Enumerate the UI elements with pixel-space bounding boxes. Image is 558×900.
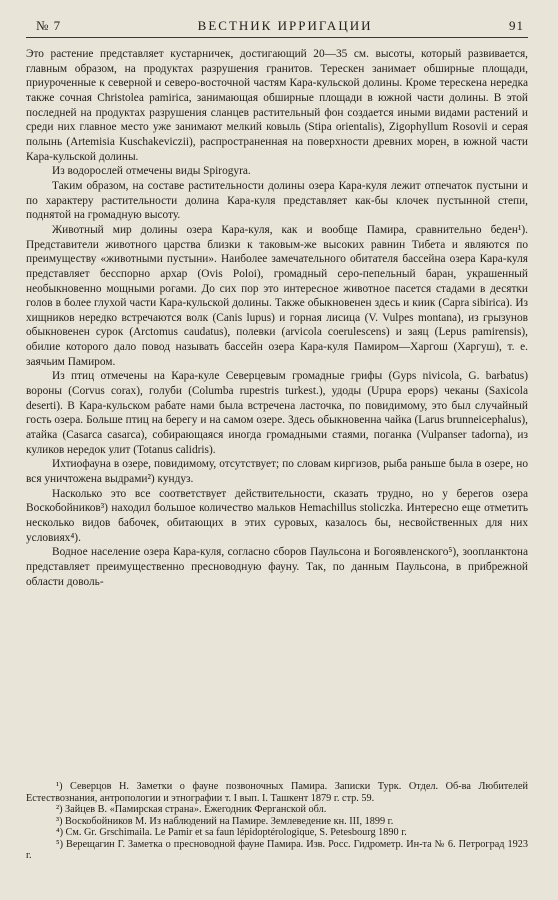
- paragraph: Водное население озера Кара-куля, согласно сборов Паульсона и Богоявленского⁵), зоопланктона представляет преимущественно пресноводную фауну. Так, по данным Паульсона, в прибрежной области доволь-: [26, 546, 528, 588]
- footnote: ³) Воскобойников М. Из наблюдений на Памире. Землеведение кн. III, 1899 г.: [56, 815, 394, 827]
- paragraph: Из водорослей отмечены виды Spirogyra.: [52, 165, 251, 178]
- paragraph: Из птиц отмечены на Кара-куле Северцевым громадные грифы (Gyps nivicola, G. barbatus) вороны (Corvus corax), голуби (Columba rupestris turkest.), удоды (Upupa epops) чеканы (Saxicola deserti). В Кара-кульском рабате нами была встречена ласточка, по повидимому, это был случайный гость озера. Больше птиц на берегу и на самом озере. Здесь обыкновенна чайка (Larus brunneicephalus), атайка (Casarca casarca), собирающаяся иногда громадными стаями, поганка (Vulpanser tadorna), из куликов нередок улит (Totanus calidris).: [26, 370, 528, 456]
- footnote: ⁵) Верещагин Г. Заметка о пресноводной фауне Памира. Изв. Росс. Гидрометр. Ин-та № 6. Петроград 1923 г.: [26, 838, 528, 861]
- footnote: ⁴) См. Gr. Grschimaila. Le Pamir et sa faun lépidoptérologique, S. Petesbourg 1890 г.: [56, 827, 407, 838]
- running-header: [26, 18, 528, 38]
- paragraph: Это растение представляет кустарничек, достигающий 20—35 см. высоты, который развивается, главным образом, на продуктах разрушения гранитов. Терескен занимает обширные площади, приуроченные к северной и северо-восточной частям Кара-кульской долины. Кроме терескена нередка также сочная Christolea pamirica, занимающая обширные площади в южной части долины. В этой последней на продуктах разрушения сланцев растительный фон создается иными видами растений и среди них главное место уже занимают мелкий ковыль (Stipa orientalis), Zigophyllum Rosovii и серая полынь (Artemisia Kuschakeviczii), распространенная на поверхности древних морен, в южной части Кара-кульской долины.: [26, 48, 528, 163]
- paragraph: Насколько это все соответствует действительности, сказать трудно, но у берегов озера Воскобойников³) находил большое количество мальков Hemachillus stoliczka. Интересно еще отметить несколько видов бабочек, обитающих в этих суровых, казалось бы, несвойственных для них условиях⁴).: [26, 487, 528, 544]
- paragraph: Таким образом, на составе растительности долины озера Кара-куля лежит отпечаток пустыни и по характеру растительности долина Кара-куля представляет как-бы клочек пустынной степи, поднятой на громадную высоту.: [26, 179, 528, 222]
- paragraph: Ихтиофауна в озере, повидимому, отсутствует; по словам киргизов, рыба раньше была в озере, но вся уничтожена выдрами²) кундуз.: [26, 458, 528, 486]
- article-body: [26, 47, 528, 589]
- footnote: ²) Зайцев В. «Памирская страна». Ежегодник Ферганской обл.: [56, 804, 327, 815]
- footnote: ¹) Северцов Н. Заметки о фауне позвоночных Памира. Записки Турк. Отдел. Об-ва Любителей Естествознания, антропологии и этнографии т. I вып. I. Ташкент 1879 г. стр. 59.: [26, 781, 528, 804]
- journal-title: ВЕСТНИК ИРРИГАЦИИ: [197, 18, 373, 33]
- paragraph: Животный мир долины озера Кара-куля, как и вообще Памира, сравнительно беден¹). Представители животного царства близки к таковым-же высоких равнин Тибета и являются по преимуществу «животными пустыни». Наиболее замечательного обитателя бассейна озера Кара-куля представляет бесспорно архар (Ovis Poloi), громадный серо-пепельный баран, украшенный необыкновенно мощными рогами. До сих пор это интересное животное пасется стадами в десятки голов в более глухой части Кара-кульской долины. Также обыкновенен здесь и киик (Capra sibirica). Из хищников нередко встречаются волк (Canis lupus) и горная лисица (V. Vulpes montana), из грызунов обыкновенен сурок (Arctomus caudatus), полевки (arvicola coerulescens) и заяц (Lepus pamirensis), обилие которого дало повод называть бассейн озера Кара-куля Памиром—Харгош (Харгуш), т. е. заячьим Памиром.: [26, 223, 528, 368]
- issue-number: № 7: [36, 18, 62, 33]
- page-number: 91: [509, 18, 524, 33]
- footnotes: [26, 781, 528, 862]
